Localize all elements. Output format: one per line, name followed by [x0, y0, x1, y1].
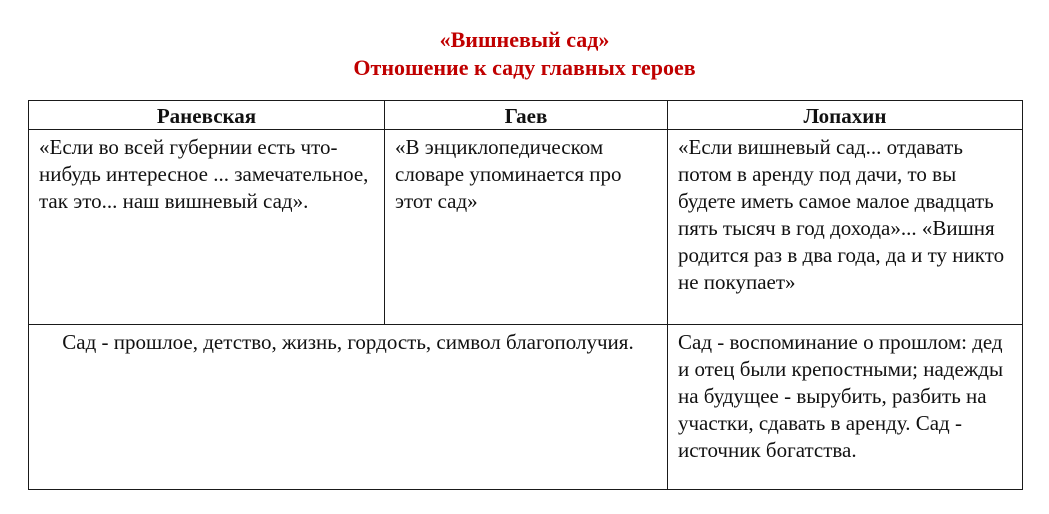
document-subtitle: Отношение к саду главных героев: [353, 55, 696, 80]
table-row-quotes: [29, 130, 1023, 325]
header-gaev: Гаев: [385, 101, 668, 130]
quote-gaev: «В энциклопедическом словаре упоминается про этот сад»: [385, 130, 668, 325]
summary-lopakhin: Сад - воспоминание о прошлом: дед и отец были крепостными; надежды на будущее - вырубить, разбить на участки, сдавать в аренду. Сад - источник богатства.: [668, 325, 1023, 490]
header-ranevskaya: Раневская: [29, 101, 385, 130]
quote-ranevskaya: «Если во всей губернии есть что-нибудь интересное ... замечательное, так это... наш вишневый сад».: [29, 130, 385, 325]
quote-lopakhin: «Если вишневый сад... отдавать потом в аренду под дачи, то вы будете иметь самое малое двадцать пять тысяч в год дохода»... «Вишня родится раз в два года, да и ту никто не покупает»: [668, 130, 1023, 325]
document-heading: [0, 26, 1049, 82]
heroes-table: [28, 100, 1023, 490]
table-row-summary: [29, 325, 1023, 490]
header-lopakhin: Лопахин: [668, 101, 1023, 130]
table-header-row: [29, 101, 1023, 130]
document-title: «Вишневый сад»: [439, 27, 610, 52]
summary-ranevskaya-gaev: Сад - прошлое, детство, жизнь, гордость, символ благополучия.: [29, 325, 668, 490]
